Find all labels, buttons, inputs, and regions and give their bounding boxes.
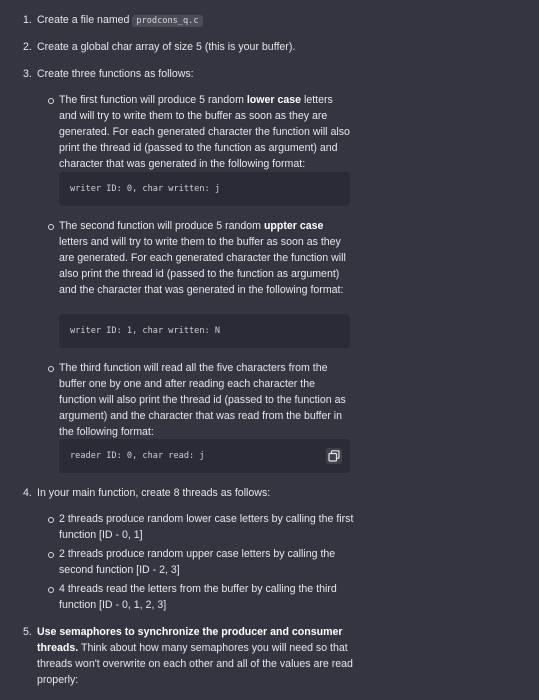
code-block-1 (59, 172, 350, 206)
list-item-2 (23, 39, 295, 55)
code-text: writer ID: 1, char written: N (70, 326, 221, 336)
text: 2 threads produce random lower case letters by calling the first function [ID - 0, 1] (59, 513, 354, 541)
text: letters and will try to write them to the buffer as soon as they are generated. For each generated character the function will also print the thread id (passed to the function as argument) and the character that was generated in the following format: (59, 236, 346, 296)
bullet-icon (48, 98, 54, 104)
item-number: 5. (23, 626, 32, 638)
function-2-description (59, 218, 351, 298)
code-text: reader ID: 0, char read: j (70, 451, 205, 461)
code-block-3 (59, 439, 350, 473)
thread-item-3 (59, 581, 355, 613)
bold-text: Use semaphores to synchronize the producer and consumer threads. (37, 626, 343, 654)
copy-icon (328, 450, 340, 462)
list-item-1 (23, 12, 203, 29)
bullet-icon (48, 517, 54, 523)
copy-code-button[interactable] (326, 448, 342, 464)
text: 2 threads produce random upper case letters by calling the second function [ID - 2, 3] (59, 548, 336, 576)
item-text: In your main function, create 8 threads as follows: (37, 487, 271, 499)
bullet-icon (48, 552, 54, 558)
text: Think about how many semaphores you will need so that threads won't overwrite on each other and all of the values are read properly: (37, 642, 353, 686)
thread-item-1 (59, 511, 359, 543)
item-number: 2. (23, 41, 32, 53)
item-text: Create three functions as follows: (37, 68, 194, 80)
list-item-5 (23, 624, 353, 688)
function-3-description (59, 360, 351, 440)
bold-text: lower case (246, 94, 302, 106)
item-number: 4. (23, 487, 32, 499)
item-text: Create a file named (37, 14, 133, 26)
bullet-icon (48, 224, 54, 230)
text: The third function will read all the five characters from the buffer one by one and after reading each character the function will also print the thread id (passed to the function as argument) and the character that was read from the buffer in the following format: (59, 362, 346, 438)
bullet-icon (48, 587, 54, 593)
item-number: 1. (23, 14, 32, 26)
code-text: writer ID: 0, char written: j (70, 184, 221, 194)
text: The second function will produce 5 random (59, 220, 264, 232)
item-text: Create a global char array of size 5 (this is your buffer). (37, 41, 296, 53)
list-item-3 (23, 66, 194, 82)
bold-text: uppter case (263, 220, 324, 232)
text: letters and will try to write them to the buffer as soon as they are generated. For each generated character the function will also print the thread id (passed to the function as argument) and character that was generated in the following format: (59, 94, 350, 170)
text: 4 threads read the letters from the buffer by calling the third function [ID - 0, 1, 2, 3] (59, 583, 337, 611)
code-block-2 (59, 314, 350, 348)
thread-item-2 (59, 546, 359, 578)
function-1-description (59, 92, 351, 172)
text: The first function will produce 5 random (59, 94, 247, 106)
bullet-icon (48, 366, 54, 372)
item-number: 3. (23, 68, 32, 80)
list-item-4 (23, 485, 270, 501)
inline-code-filename: prodcons_q.c (132, 15, 202, 27)
